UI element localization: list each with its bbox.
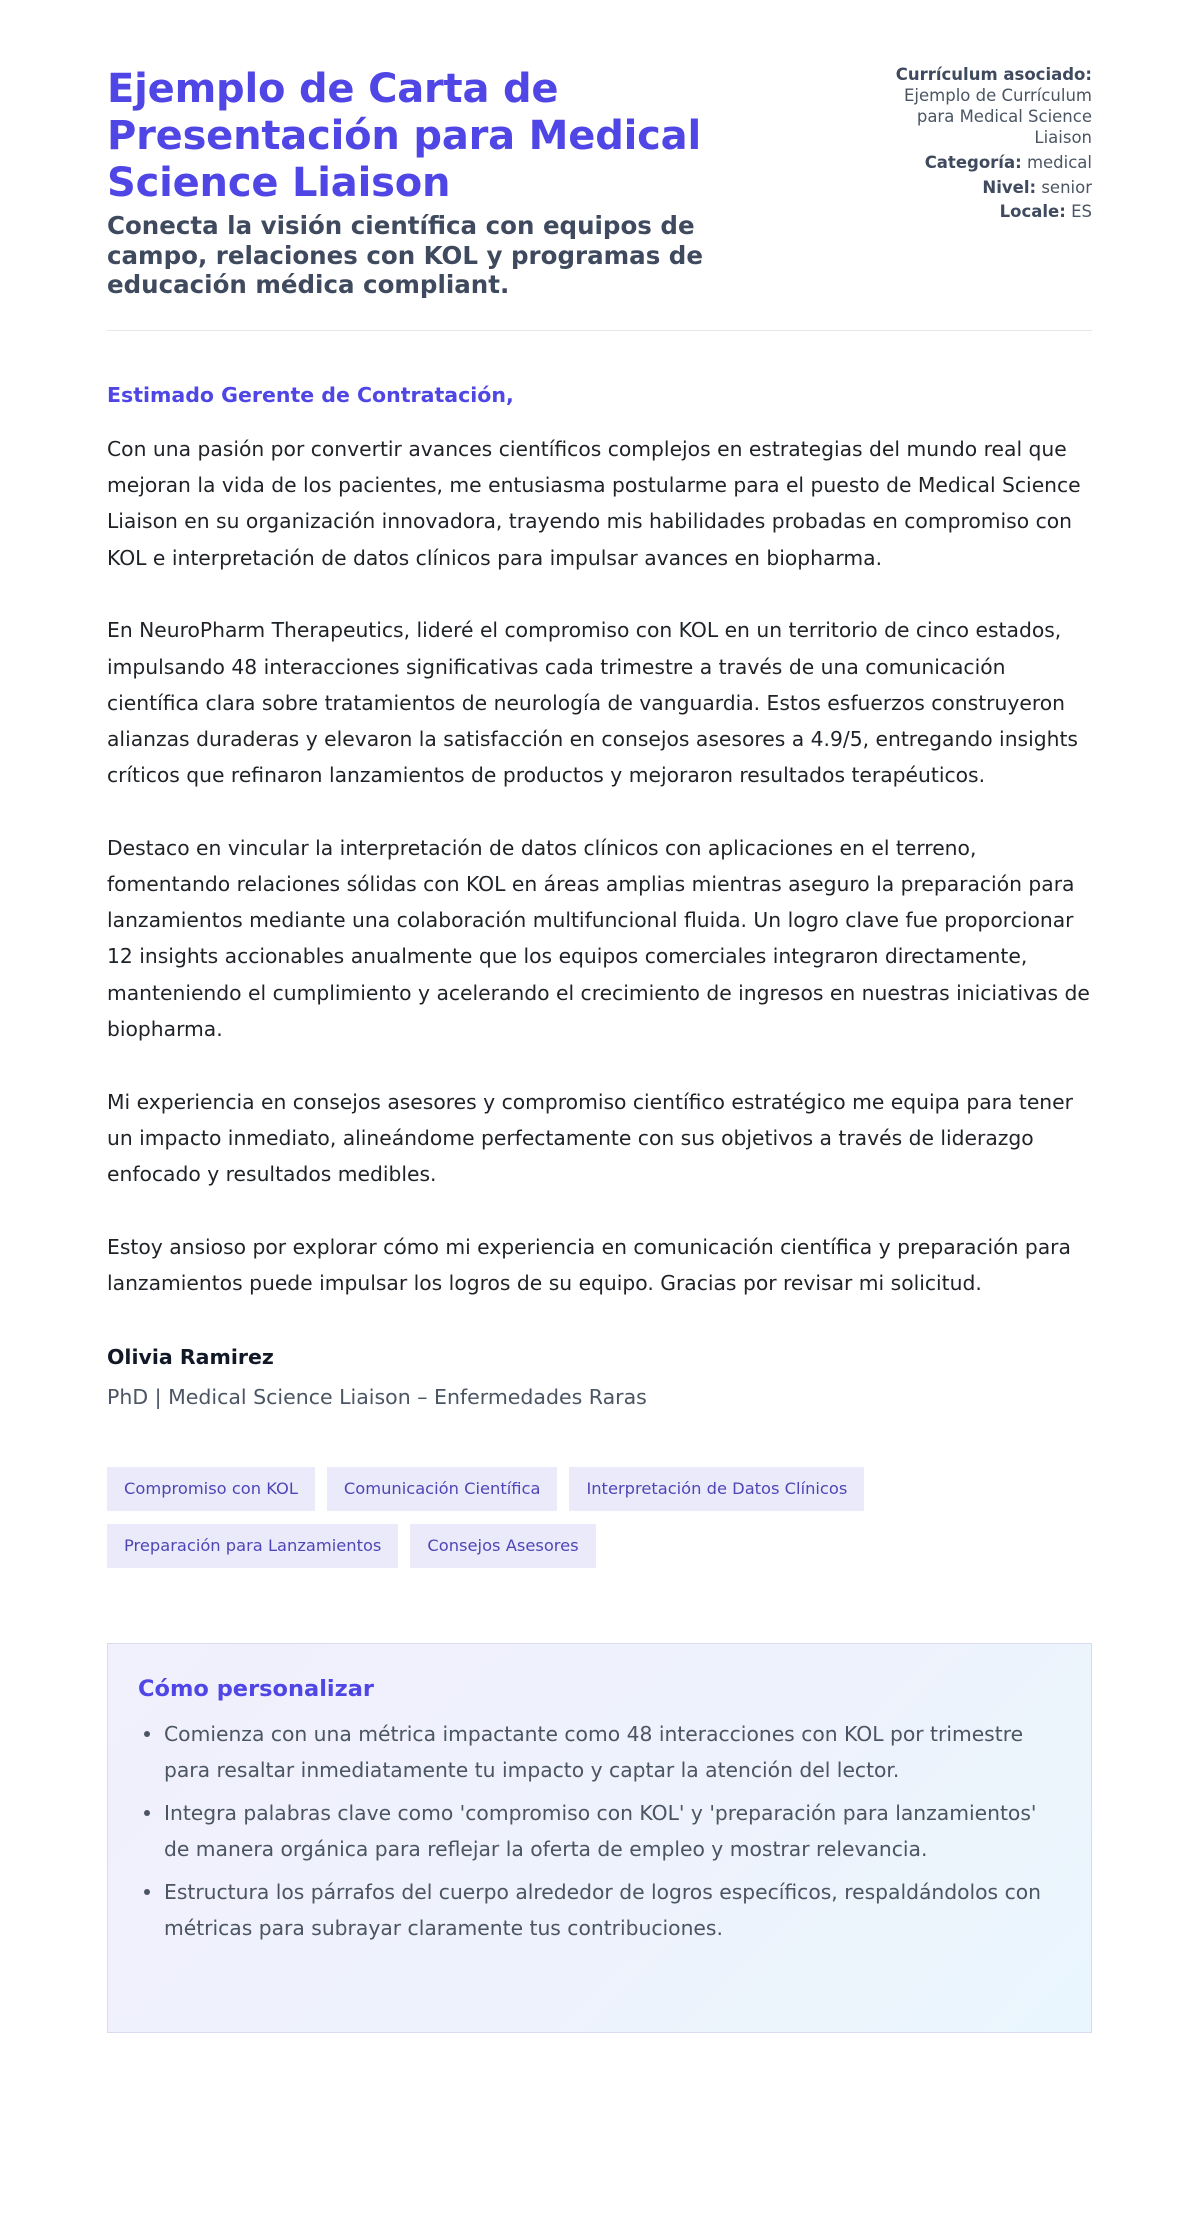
page-title: Ejemplo de Carta de Presentación para Medical Science Liaison <box>107 66 701 206</box>
meta-category-row <box>762 151 1092 176</box>
meta-category-label: Categoría: <box>924 153 1022 172</box>
bullet-icon <box>144 1731 150 1737</box>
letter-body <box>107 381 1092 1411</box>
letter-paragraphs <box>107 431 1092 1301</box>
meta-resume-label-row <box>762 64 1092 85</box>
skill-tag[interactable]: Interpretación de Datos Clínicos <box>569 1467 864 1511</box>
tips-item-text: Estructura los párrafos del cuerpo alrededor de logros específicos, respaldándolos con métricas para subrayar claramente tus contribuciones. <box>164 1880 1041 1941</box>
skill-tag[interactable]: Compromiso con KOL <box>107 1467 315 1511</box>
cover-letter-page <box>107 0 1092 2033</box>
skill-tag[interactable]: Consejos Asesores <box>410 1524 595 1568</box>
signature-block <box>107 1343 1092 1411</box>
tips-list <box>138 1716 1061 1946</box>
tips-item <box>138 1716 1061 1788</box>
metadata-panel <box>762 64 1092 225</box>
tips-item <box>138 1795 1061 1867</box>
signature-title: PhD | Medical Science Liaison – Enfermedades Raras <box>107 1385 647 1410</box>
meta-level-value: senior <box>1041 177 1092 197</box>
meta-locale-value: ES <box>1071 202 1092 221</box>
letter-paragraph: Estoy ansioso por explorar cómo mi experiencia en comunicación científica y preparación para lanzamientos puede impulsar los logros de su equipo. Gracias por revisar mi solicitud. <box>107 1234 1071 1295</box>
skill-tags <box>107 1467 907 1568</box>
customization-tips-box <box>107 1643 1092 2033</box>
tips-item-text: Comienza con una métrica impactante como 48 interacciones con KOL por trimestre para resaltar inmediatamente tu impacto y captar la atención del lector. <box>164 1722 1024 1783</box>
skill-tag[interactable]: Preparación para Lanzamientos <box>107 1524 398 1568</box>
letter-paragraph: En NeuroPharm Therapeutics, lideré el compromiso con KOL en un territorio de cinco estados, impulsando 48 interacciones significativas cada trimestre a través de una comunicación científica clara sobre tratamientos de neurología de vanguardia. Estos esfuerzos construyeron alianzas duraderas y elevaron la satisfacción en consejos asesores a 4.9/5, entregando insights críticos que refinaron lanzamientos de productos y mejoraron resultados terapéuticos. <box>107 618 1078 788</box>
page-subtitle: Conecta la visión científica con equipos de campo, relaciones con KOL y programas de educación médica compliant. <box>107 211 703 299</box>
meta-locale-label: Locale: <box>999 202 1066 221</box>
tips-item <box>138 1874 1061 1946</box>
tips-title: Cómo personalizar <box>138 1676 375 1703</box>
tips-item-text: Integra palabras clave como 'compromiso con KOL' y 'preparación para lanzamientos' de manera orgánica para reflejar la oferta de empleo y mostrar relevancia. <box>164 1801 1037 1862</box>
meta-category-value: medical <box>1026 153 1092 172</box>
skill-tag[interactable]: Comunicación Científica <box>327 1467 558 1511</box>
meta-level-row <box>762 176 1092 201</box>
header-title-block <box>107 66 747 300</box>
meta-level-label: Nivel: <box>982 177 1037 197</box>
letter-paragraph: Mi experiencia en consejos asesores y compromiso científico estratégico me equipa para tener un impacto inmediato, alineándome perfectamente con sus objetivos a través de liderazgo enfocado y resultados medibles. <box>107 1089 1073 1186</box>
letter-paragraph: Destaco en vincular la interpretación de datos clínicos con aplicaciones en el terreno, fomentando relaciones sólidas con KOL en áreas amplias mientras aseguro la preparación para lanzamientos mediante una colaboración multifuncional fluida. Un logro clave fue proporcionar 12 insights accionables anualmente que los equipos comerciales integraron directamente, manteniendo el cumplimiento y acelerando el crecimiento de ingresos en nuestras iniciativas de biopharma. <box>107 835 1090 1041</box>
page-header <box>107 0 1092 331</box>
bullet-icon <box>144 1889 150 1895</box>
letter-paragraph: Con una pasión por convertir avances científicos complejos en estrategias del mundo real que mejoran la vida de los pacientes, me entusiasma postularme para el puesto de Medical Science Liaison en su organización innovadora, trayendo mis habilidades probadas en compromiso con KOL e interpretación de datos clínicos para impulsar avances en biopharma. <box>107 437 1081 570</box>
signature-name: Olivia Ramirez <box>107 1345 274 1370</box>
meta-resume-label: Currículum asociado: <box>895 65 1092 84</box>
letter-greeting: Estimado Gerente de Contratación, <box>107 383 514 407</box>
bullet-icon <box>144 1810 150 1816</box>
meta-locale-row <box>762 200 1092 225</box>
meta-resume-value[interactable]: Ejemplo de Currículum para Medical Science Liaison <box>904 86 1092 147</box>
